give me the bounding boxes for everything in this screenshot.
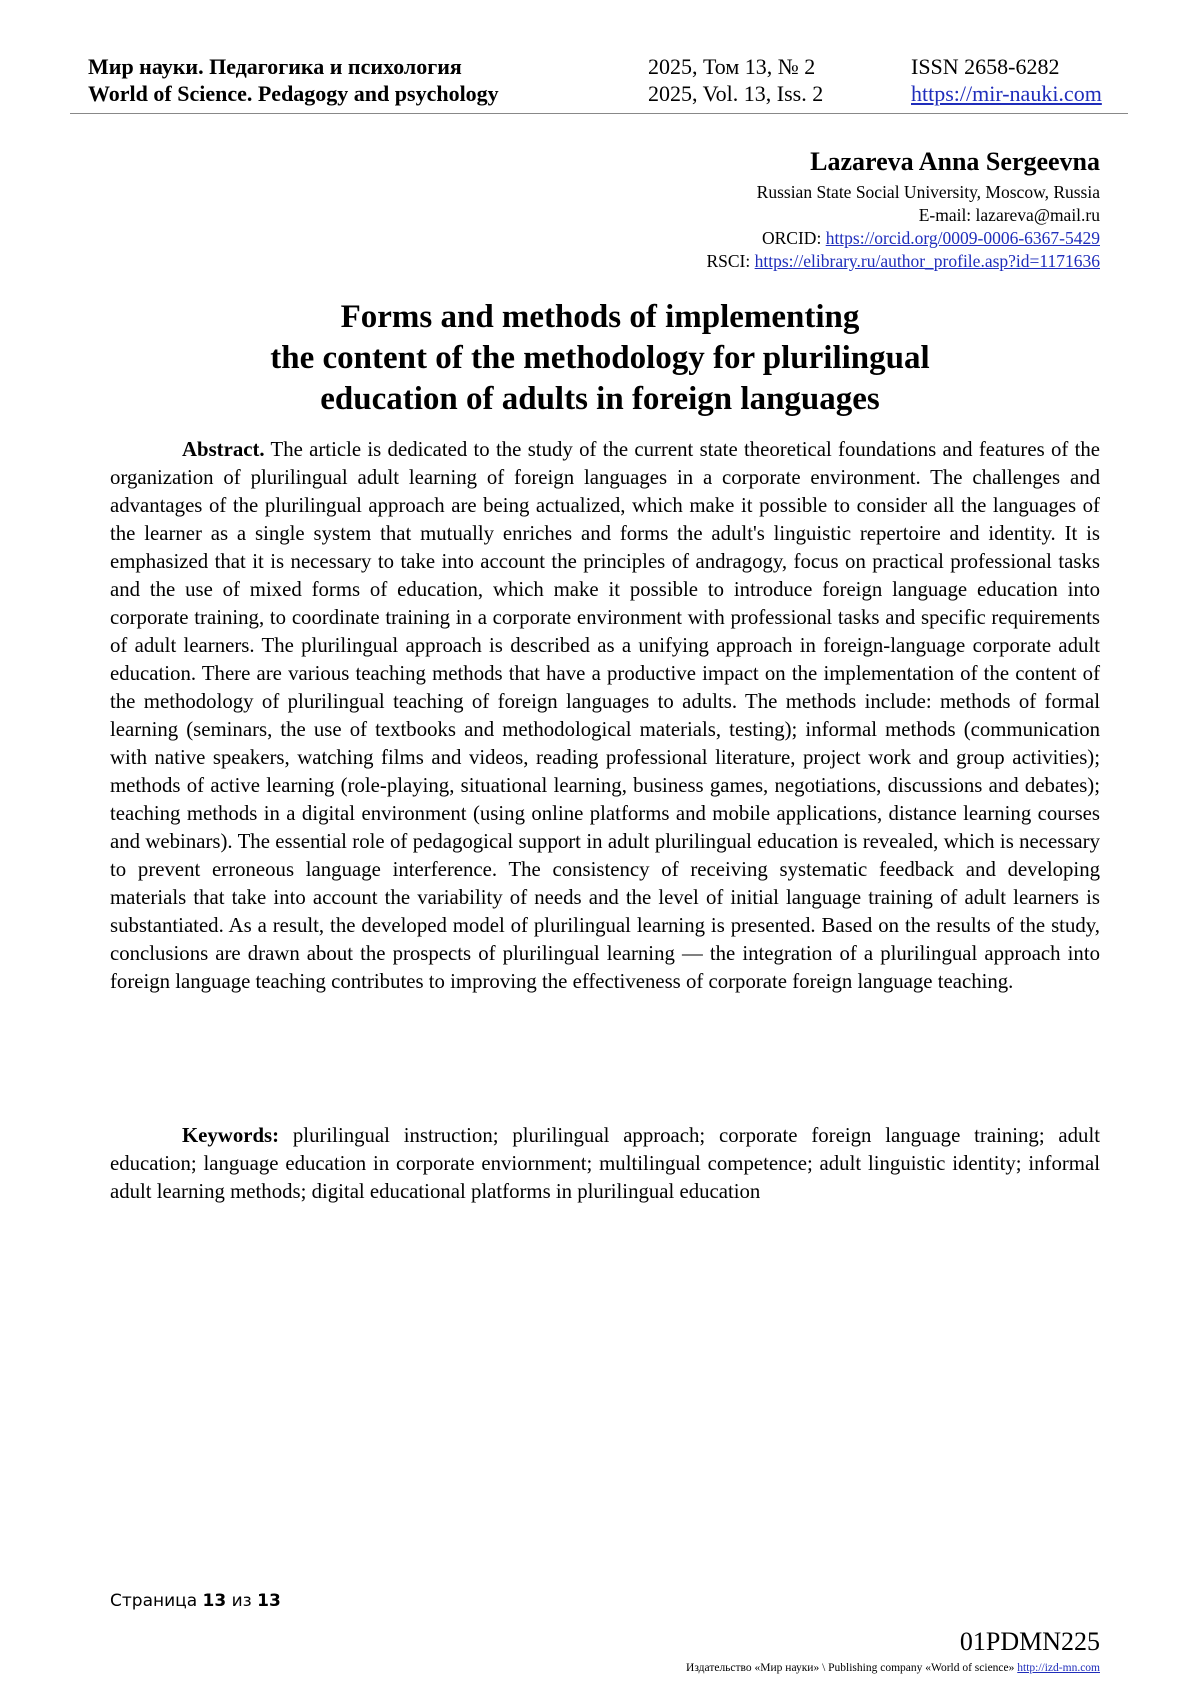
orcid-link[interactable]: https://orcid.org/0009-0006-6367-5429 (825, 228, 1100, 248)
abstract-label: Abstract. (182, 438, 265, 461)
orcid-label: ORCID: (762, 228, 822, 248)
page-total: 13 (257, 1591, 281, 1611)
journal-name-en: World of Science. Pedagogy and psychology (88, 81, 499, 106)
keywords-text: plurilingual instruction; plurilingual approach; corporate foreign language training; adult education; language education in corporate enviornment; multilingual competence; adult linguistic identity; informal adult learning methods; digital educational platforms in plurilingual education (110, 1124, 1101, 1203)
publisher-line (686, 1660, 1100, 1676)
page-of: из (231, 1591, 252, 1611)
title-line-3: education of adults in foreign languages (320, 381, 880, 417)
author-name: Lazareva Anna Sergeevna (810, 147, 1100, 176)
journal-name-ru: Мир науки. Педагогика и психология (88, 54, 462, 79)
author-rsci (706, 250, 1100, 273)
page-prefix: Страница (110, 1591, 198, 1611)
issue-en: 2025, Vol. 13, Iss. 2 (648, 81, 824, 106)
publisher-text: Издательство «Мир науки» \ Publishing company «World of science» (686, 1662, 1015, 1674)
author-orcid (706, 227, 1100, 250)
author-email: E-mail: lazareva@mail.ru (918, 205, 1100, 225)
page-current: 13 (202, 1591, 227, 1611)
header-row-en (88, 79, 1120, 109)
author-affiliation: Russian State Social University, Moscow, Russia (756, 182, 1100, 202)
journal-site-link[interactable]: https://mir-nauki.com (911, 81, 1102, 106)
header-divider (70, 113, 1128, 114)
rsci-link[interactable]: https://elibrary.ru/author_profile.asp?id=1171636 (754, 251, 1100, 271)
journal-header (88, 52, 1120, 112)
author-block (706, 145, 1100, 273)
abstract-paragraph (110, 436, 1100, 996)
header-row-ru (88, 52, 1120, 82)
article-title (100, 297, 1100, 420)
page-counter (110, 1590, 281, 1612)
article-code: 01PDMN225 (959, 1627, 1100, 1656)
publisher-link[interactable]: http://izd-mn.com (1017, 1662, 1100, 1674)
title-line-2: the content of the methodology for plurilingual (270, 340, 930, 376)
abstract-text: The article is dedicated to the study of the current state theoretical foundations and features of the organization of plurilingual adult learning of foreign languages in a corporate environment. The challenges and advantages of the plurilingual approach are being actualized, which make it possible to consider all the languages of the learner as a single system that mutually enriches and forms the adult's linguistic repertoire and identity. It is emphasized that it is necessary to take into account the principles of andragogy, focus on practical professional tasks and the use of mixed forms of education, which make it possible to introduce foreign language education into corporate training, to coordinate training in a corporate environment with professional tasks and specific requirements of adult learners. The plurilingual approach is described as a unifying approach in foreign-language corporate adult education. There are various teaching methods that have a productive impact on the implementation of the content of the methodology of plurilingual teaching of foreign languages to adults. The methods include: methods of formal learning (seminars, the use of textbooks and methodological materials, testing); informal methods (communication with native speakers, watching films and videos, reading professional literature, project work and group activities); methods of active learning (role-playing, situational learning, business games, negotiations, discussions and debates); teaching methods in a digital environment (using online platforms and mobile applications, distance learning courses and webinars). The essential role of pedagogical support in adult plurilingual education is revealed, which is necessary to prevent erroneous language interference. The consistency of receiving systematic feedback and developing materials that take into account the variability of needs and the level of initial language training of adult learners is substantiated. As a result, the developed model of plurilingual learning is presented. Based on the results of the study, conclusions are drawn about the prospects of plurilingual learning — the integration of a plurilingual approach into foreign language teaching contributes to improving the effectiveness of corporate foreign language teaching. (110, 438, 1100, 993)
title-line-1: Forms and methods of implementing (340, 299, 860, 335)
rsci-label: RSCI: (706, 251, 751, 271)
abstract-section (110, 436, 1100, 996)
keywords-paragraph (110, 1122, 1100, 1206)
issue-ru: 2025, Том 13, № 2 (648, 54, 816, 79)
keywords-section (110, 1122, 1100, 1206)
issn: ISSN 2658-6282 (911, 54, 1060, 79)
keywords-label: Keywords: (182, 1124, 280, 1147)
